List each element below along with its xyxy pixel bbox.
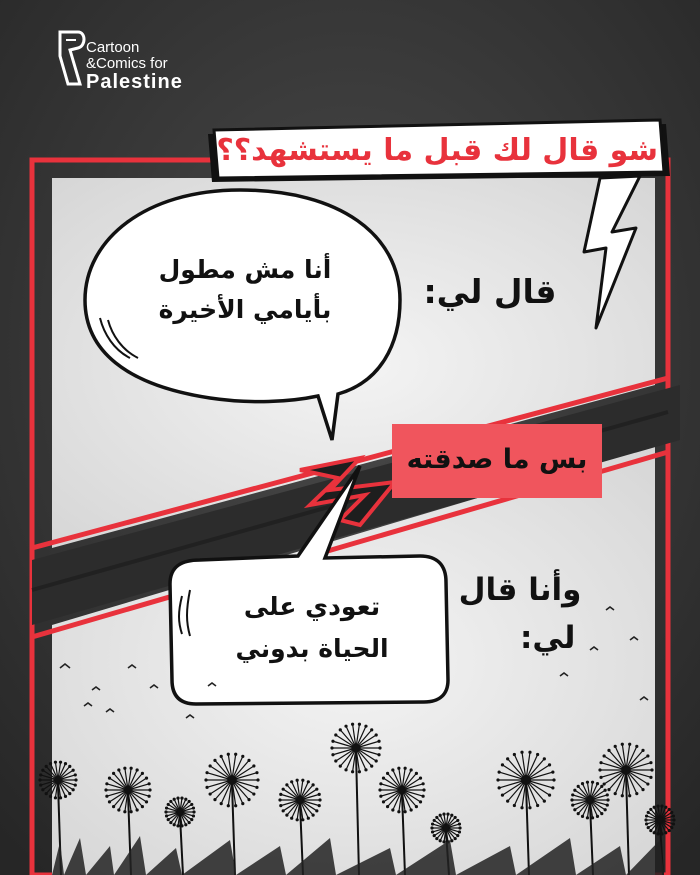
logo-line-1: Cartoon bbox=[86, 39, 140, 56]
logo-line-2: &Comics for bbox=[86, 54, 168, 72]
top-bubble-line-1: أنا مش مطول bbox=[158, 255, 332, 284]
middle-caption-text: بس ما صدقته bbox=[406, 444, 588, 475]
top-bubble-line-2: بأيامي الأخيرة bbox=[158, 295, 332, 324]
logo-text bbox=[86, 40, 183, 93]
bottom-bubble-line-1: تعودي على bbox=[243, 592, 381, 621]
bottom-bubble-text bbox=[196, 586, 428, 670]
top-speaker-label: قال لي: bbox=[423, 272, 557, 311]
bottom-speaker-line-1: وأنا قال bbox=[458, 572, 582, 608]
bottom-speaker-line-2: لي: bbox=[520, 620, 576, 656]
top-bubble-text bbox=[120, 250, 370, 330]
bottom-bubble-line-2: الحياة بدوني bbox=[235, 634, 389, 663]
bottom-speaker-label bbox=[450, 566, 590, 662]
title-banner-text: شو قال لك قبل ما يستشهد؟؟ bbox=[216, 133, 658, 168]
logo-line-3: Palestine bbox=[86, 70, 183, 93]
